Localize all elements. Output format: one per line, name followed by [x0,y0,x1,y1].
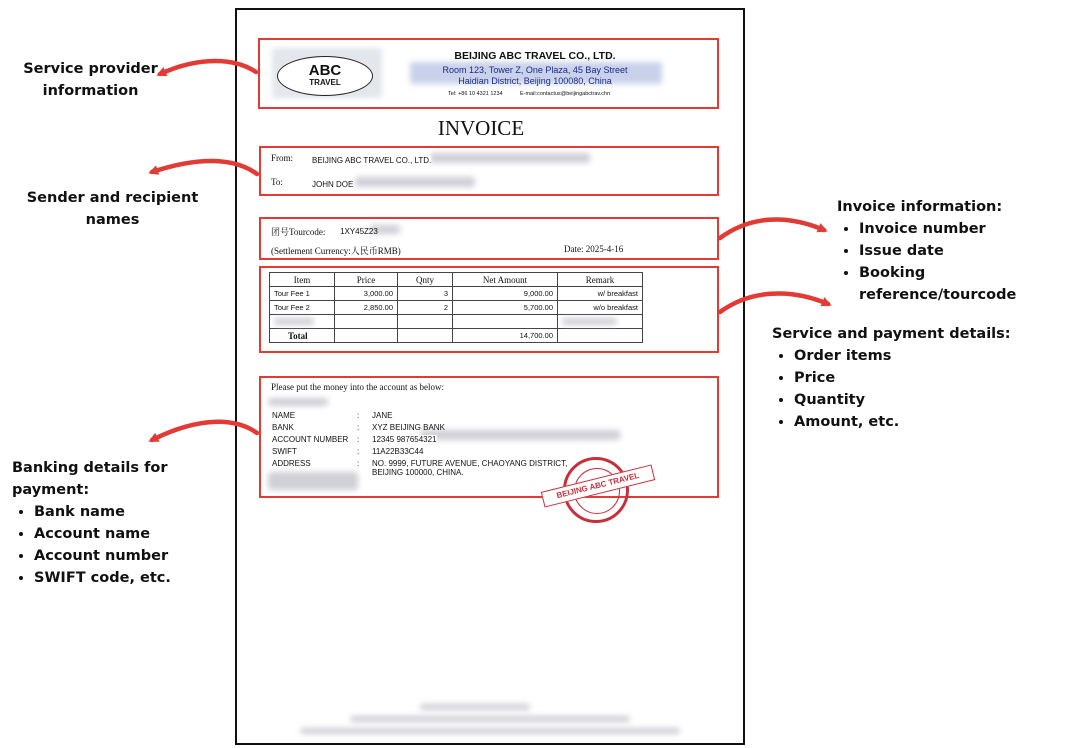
bank-colon: : [357,423,360,432]
table-cell [453,315,558,329]
company-name: BEIJING ABC TRAVEL CO., LTD. [454,50,616,62]
callout-item: • Issue date [859,240,1077,262]
from-value: BEIJING ABC TRAVEL CO., LTD. [312,156,432,165]
column-header: Qnty [398,273,453,287]
table-cell: 3,000.00 [335,287,398,301]
column-header: Item [270,273,335,287]
total-amount: 14,700.00 [453,329,558,343]
to-value: JOHN DOE [312,180,354,189]
tourcode-value: 1XY45Z23 [340,227,378,236]
table-row [270,301,643,315]
blurred-region [268,472,358,490]
callout-title: Banking details for payment: [12,460,168,498]
table-cell: 2,850.00 [335,301,398,315]
bank-label-bank: BANK [272,423,294,432]
callout-item: • Quantity [794,389,1012,411]
callout-item: • Order items [794,345,1012,367]
company-logo [277,56,373,96]
column-header: Remark [558,273,643,287]
table-cell: 2 [398,301,453,315]
bank-value-address: NO. 9999, FUTURE AVENUE, CHAOYANG DISTRICT, [372,459,568,468]
bank-label-name: NAME [272,411,296,420]
bank-value-swift: 11A22B33C44 [372,447,424,456]
callout-item: • Account name [34,523,237,545]
callout-service-payment [772,323,1012,433]
callout-list [12,501,237,589]
company-phone: Tel: +86 10 4321 1234 [448,91,503,97]
total-label: Total [270,329,335,343]
from-label: From: [271,153,294,163]
callout-item: • Amount, etc. [794,411,1012,433]
to-label: To: [271,177,283,187]
invoice-date: Date: 2025-4-16 [564,244,624,254]
table-cell [335,329,398,343]
callout-item: • Account number [34,545,237,567]
table-total-row [270,329,643,343]
logo-subtext: TRAVEL [309,78,341,87]
callout-line: information [42,83,139,99]
bank-label-account-number: ACCOUNT NUMBER [272,435,349,444]
bank-value-name: JANE [372,411,393,420]
blurred-region [274,318,314,325]
table-cell [335,315,398,329]
bank-colon: : [357,459,360,468]
bank-value-account-number: 12345 987654321 [372,435,437,444]
callout-service-provider [8,58,173,102]
bank-label-address: ADDRESS [272,459,311,468]
callout-list [772,345,1012,433]
table-header-row [270,273,643,287]
blurred-footer [300,728,680,734]
callout-invoice-information [837,196,1077,306]
table-cell: Tour Fee 1 [270,287,335,301]
table-cell [398,315,453,329]
settlement-currency: (Settlement Currency:人民币RMB) [271,246,401,256]
bank-colon: : [357,447,360,456]
bank-colon: : [357,411,360,420]
company-address-line: Haidian District, Beijing 100080, China [458,76,612,86]
blurred-region [562,318,617,325]
callout-list [837,218,1077,306]
blurred-footer [350,716,630,722]
table-cell [558,329,643,343]
blurred-region [420,430,620,440]
callout-item: • Price [794,367,1012,389]
callout-line: names [85,212,140,228]
callout-line: Service provider [23,61,158,77]
callout-item: • SWIFT code, etc. [34,567,237,589]
callout-sender-recipient [0,187,225,231]
table-cell [558,315,643,329]
table-cell: 5,700.00 [453,301,558,315]
table-cell: Tour Fee 2 [270,301,335,315]
table-cell: 3 [398,287,453,301]
items-table [269,272,643,343]
callout-item: • Invoice number [859,218,1077,240]
table-row [270,315,643,329]
table-cell: w/o breakfast [558,301,643,315]
stamp-text: BEIJING ABC TRAVEL [541,464,655,507]
bank-label-swift: SWIFT [272,447,297,456]
table-cell [270,315,335,329]
callout-title: Service and payment details: [772,326,1011,342]
bank-colon: : [357,435,360,444]
company-email: E-mail:contactus@beijingabctrav.chn [520,91,611,97]
logo-text: ABC [308,62,342,79]
callout-line: Sender and recipient [26,190,199,206]
blurred-region [355,177,475,187]
blurred-footer [420,704,530,710]
invoice-title: INVOICE [437,116,525,140]
table-cell: w/ breakfast [558,287,643,301]
column-header: Price [335,273,398,287]
table-row [270,287,643,301]
bank-value-bank: XYZ BEIJING BANK [372,423,445,432]
blurred-region [430,153,590,163]
tourcode-label: 团号Tourcode: [271,227,326,237]
callout-banking-details [12,457,237,589]
callout-title: Invoice information: [837,199,1003,215]
table-cell: 9,000.00 [453,287,558,301]
bank-intro: Please put the money into the account as below: [271,382,444,392]
callout-item: • Bank name [34,501,237,523]
blurred-region [268,398,328,406]
callout-item: • Booking reference/tourcode [859,262,1077,306]
column-header: Net Amount [453,273,558,287]
table-cell [398,329,453,343]
bank-value-address-line2: BEIJING 100000, CHINA. [372,468,464,477]
company-address-line: Room 123, Tower Z, One Plaza, 45 Bay Street [442,65,628,75]
